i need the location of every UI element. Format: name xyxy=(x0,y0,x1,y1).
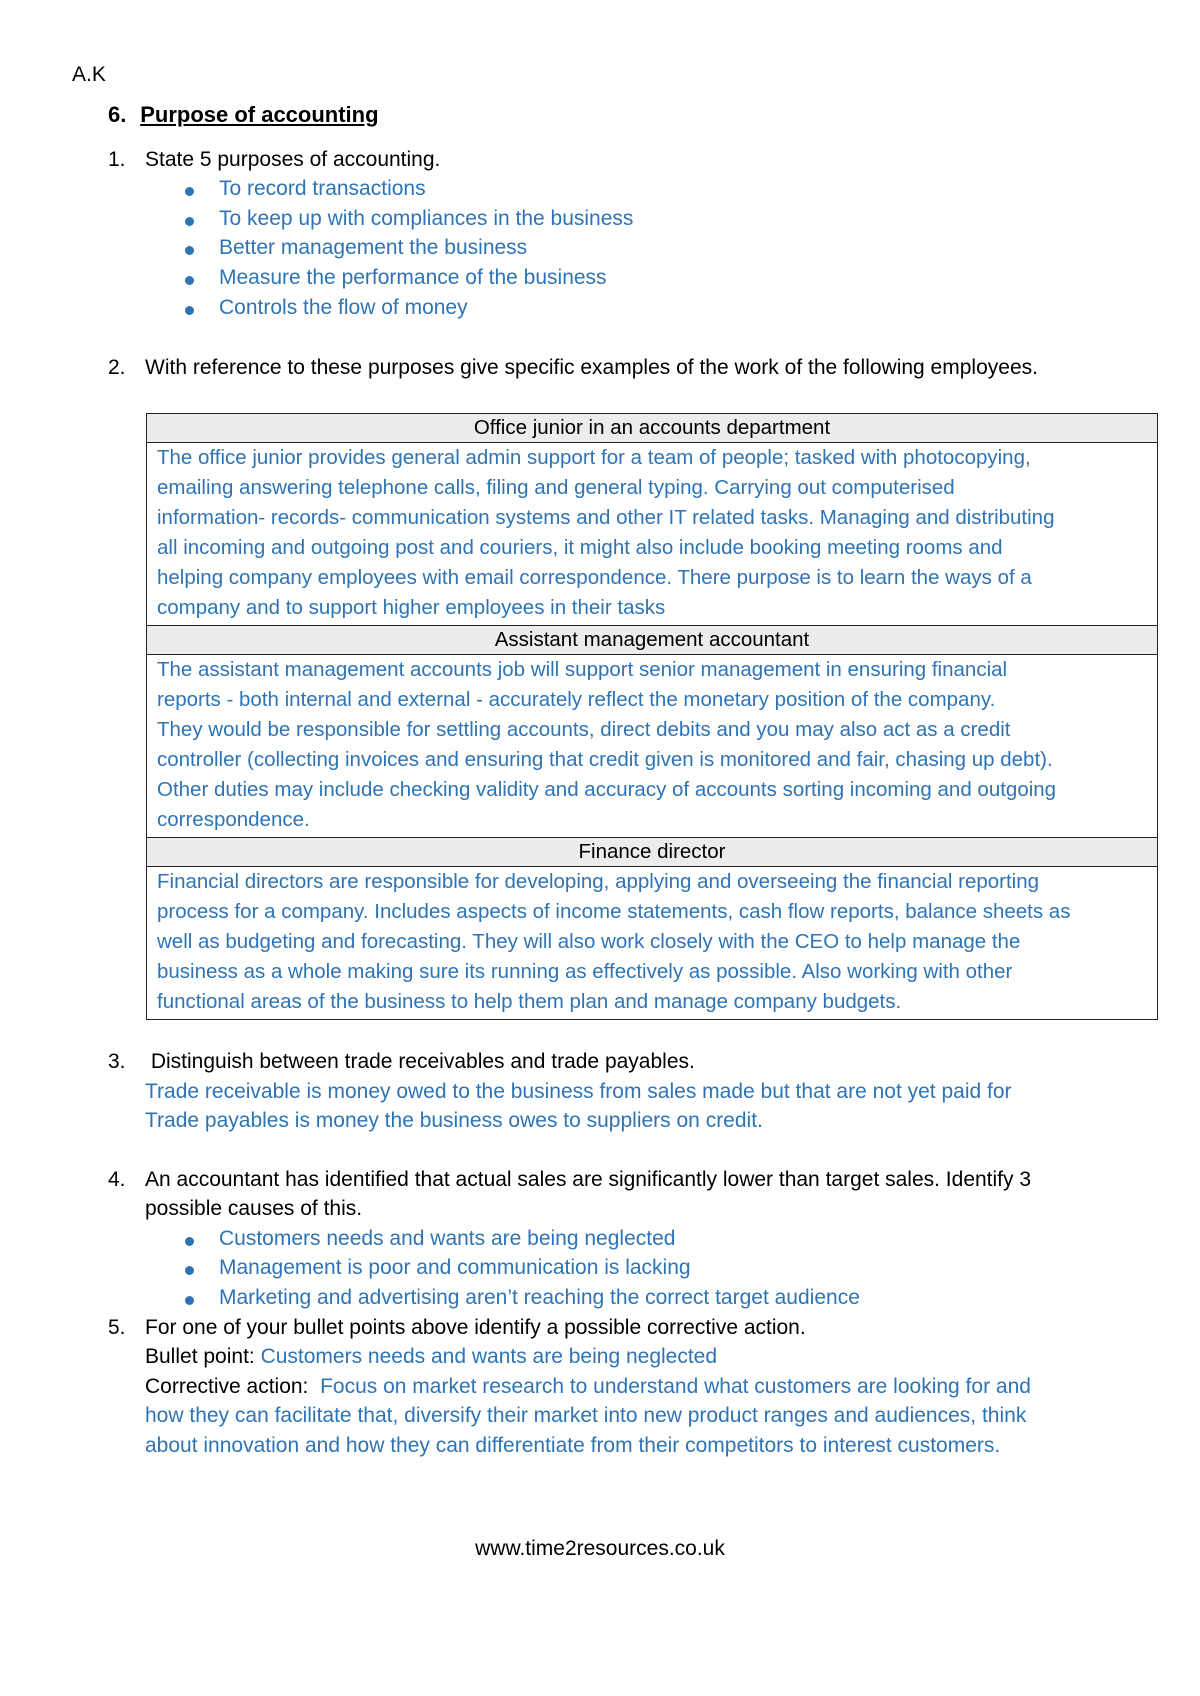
footer-url: www.time2resources.co.uk xyxy=(475,1537,725,1560)
bullet-icon xyxy=(185,217,194,226)
role-line: information- records- communication systems and other IT related tasks. Managing and distributing xyxy=(157,506,1055,529)
q5-corrective-action xyxy=(145,1372,1031,1402)
role-description xyxy=(147,867,1158,1020)
q3-text: Distinguish between trade receivables and trade payables. xyxy=(145,1050,695,1073)
author-initials: A.K xyxy=(72,63,106,86)
bullet-icon xyxy=(185,246,194,255)
q5-number: 5. xyxy=(108,1316,126,1339)
role-description xyxy=(147,443,1158,626)
q2-number: 2. xyxy=(108,356,126,379)
q1-bullet-3: Better management the business xyxy=(219,236,528,259)
role-description xyxy=(147,655,1158,838)
corrective-action-line-2: how they can facilitate that, diversify their market into new product ranges and audiences, think xyxy=(145,1404,1027,1427)
role-line: emailing answering telephone calls, filing and general typing. Carrying out computerised xyxy=(157,476,955,499)
role-header: Assistant management accountant xyxy=(147,626,1158,655)
q1-bullet-1: To record transactions xyxy=(219,177,426,200)
bullet-icon xyxy=(185,1266,194,1275)
role-line: process for a company. Includes aspects of income statements, cash flow reports, balance sheets as xyxy=(157,900,1071,923)
q5-text: For one of your bullet points above identify a possible corrective action. xyxy=(145,1316,806,1339)
bullet-point-value: Customers needs and wants are being neglected xyxy=(260,1345,718,1368)
bullet-icon xyxy=(185,1296,194,1305)
corrective-action-line-3: about innovation and how they can differentiate from their competitors to interest customers. xyxy=(145,1434,1001,1457)
q1-number: 1. xyxy=(108,148,126,171)
q4-bullet-3: Marketing and advertising aren’t reaching the correct target audience xyxy=(219,1286,860,1309)
role-line: The assistant management accounts job will support senior management in ensuring financial xyxy=(157,658,1008,681)
role-line: reports - both internal and external - accurately reflect the monetary position of the company. xyxy=(157,688,996,711)
q2-text: With reference to these purposes give specific examples of the work of the following employees. xyxy=(145,356,1038,379)
role-line: controller (collecting invoices and ensuring that credit given is monitored and fair, chasing up debt). xyxy=(157,748,1053,771)
corrective-action-label: Corrective action: xyxy=(145,1375,315,1398)
role-line: functional areas of the business to help them plan and manage company budgets. xyxy=(157,990,902,1013)
q1-bullet-5: Controls the flow of money xyxy=(219,296,468,319)
bullet-icon xyxy=(185,276,194,285)
q4-text-line-2: possible causes of this. xyxy=(145,1197,363,1220)
q4-text-line-1: An accountant has identified that actual sales are significantly lower than target sales. Identify 3 xyxy=(145,1168,1032,1191)
role-line: correspondence. xyxy=(157,808,310,831)
q3-answer-1: Trade receivable is money owed to the business from sales made but that are not yet paid for xyxy=(145,1080,1012,1103)
bullet-icon xyxy=(185,306,194,315)
corrective-action-line-1: Focus on market research to understand what customers are looking for and xyxy=(314,1375,1031,1398)
role-line: business as a whole making sure its running as effectively as possible. Also working with other xyxy=(157,960,1013,983)
q4-bullet-1: Customers needs and wants are being neglected xyxy=(219,1227,676,1250)
q1-bullet-4: Measure the performance of the business xyxy=(219,266,607,289)
role-header: Office junior in an accounts department xyxy=(147,414,1158,443)
role-line: helping company employees with email correspondence. There purpose is to learn the ways of a xyxy=(157,566,1032,589)
q3-number: 3. xyxy=(108,1050,126,1073)
section-number: 6. xyxy=(108,102,127,127)
role-line: all incoming and outgoing post and couriers, it might also include booking meeting rooms and xyxy=(157,536,1003,559)
section-heading xyxy=(108,100,379,131)
q3-answer-2: Trade payables is money the business owes to suppliers on credit. xyxy=(145,1109,763,1132)
q5-bullet-point xyxy=(145,1342,717,1372)
q1-bullet-2: To keep up with compliances in the business xyxy=(219,207,634,230)
page-title: Purpose of accounting xyxy=(140,102,379,127)
q4-number: 4. xyxy=(108,1168,126,1191)
bullet-icon xyxy=(185,1237,194,1246)
role-line: company and to support higher employees in their tasks xyxy=(157,596,666,619)
role-line: The office junior provides general admin support for a team of people; tasked with photocopying, xyxy=(157,446,1031,469)
q4-bullet-2: Management is poor and communication is lacking xyxy=(219,1256,691,1279)
roles-table xyxy=(146,413,1158,1020)
bullet-icon xyxy=(185,187,194,196)
q1-text: State 5 purposes of accounting. xyxy=(145,148,441,171)
bullet-point-label: Bullet point: xyxy=(145,1345,261,1368)
role-line: Other duties may include checking validity and accuracy of accounts sorting incoming and outgoing xyxy=(157,778,1057,801)
role-header: Finance director xyxy=(147,838,1158,867)
role-line: well as budgeting and forecasting. They will also work closely with the CEO to help manage the xyxy=(157,930,1021,953)
role-line: They would be responsible for settling accounts, direct debits and you may also act as a credit xyxy=(157,718,1011,741)
role-line: Financial directors are responsible for developing, applying and overseeing the financial reporting xyxy=(157,870,1040,893)
